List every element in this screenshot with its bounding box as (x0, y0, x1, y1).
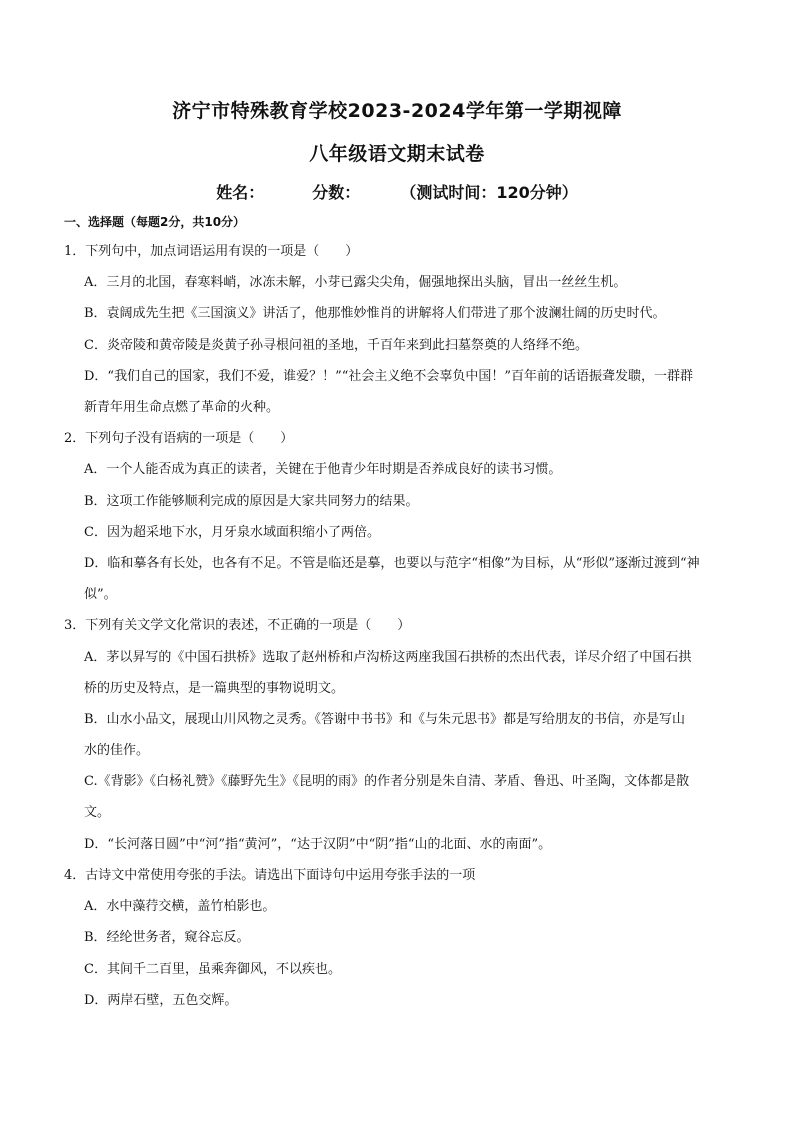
exam-title-line-1: 济宁市特殊教育学校2023-2024学年第一学期视障 (172, 100, 622, 122)
question-4-option-c: C．其间千二百里，虽乘奔御风，不以疾也。 (84, 962, 341, 977)
question-3-option-a-continued: 桥的历史及特点，是一篇典型的事物说明文。 (84, 681, 345, 696)
question-3-option-b-continued: 水的佳作。 (84, 743, 150, 758)
section-heading: 一、选择题（每题2分，共10分） (64, 215, 246, 229)
student-info-line (0, 180, 794, 203)
question-4-option-a: A．水中藻荇交横，盖竹柏影也。 (84, 899, 276, 914)
question-stem-3: 3．下列有关文学文化常识的表述，不正确的一项是（ ） (64, 618, 411, 633)
question-2-option-c: C．因为超采地下水，月牙泉水域面积缩小了两倍。 (84, 525, 380, 540)
question-stem-4: 4．古诗文中常使用夸张的手法。请选出下面诗句中运用夸张手法的一项 (64, 868, 476, 883)
question-1-option-c: C．炎帝陵和黄帝陵是炎黄子孙寻根问祖的圣地，千百年来到此扫墓祭奠的人络绎不绝。 (84, 338, 588, 353)
question-1-option-a: A．三月的北国，春寒料峭，冰冻未解，小芽已露尖尖角，倔强地探出头脑，冒出一丝丝生机。 (84, 275, 627, 290)
exam-title-line-2: 八年级语文期末试卷 (309, 143, 485, 165)
question-3-option-b: B．山水小品文，展现山川风物之灵秀。《答谢中书书》和《与朱元思书》都是写给朋友的书信，亦是写山 (84, 712, 686, 727)
name-label: 姓名： (216, 183, 265, 202)
question-4-option-b: B．经纶世务者，窥谷忘反。 (84, 930, 250, 945)
question-stem-1: 1．下列句中，加点词语运用有误的一项是（ ） (64, 244, 359, 259)
question-3-option-d: D．“长河落日圆”中“河”指“黄河”，“达于汉阴”中“阴”指“山的北面、水的南面”。 (84, 837, 552, 852)
question-2-option-a: A．一个人能否成为真正的读者，关键在于他青少年时期是否养成良好的读书习惯。 (84, 462, 562, 477)
score-label: 分数： (312, 183, 361, 202)
question-2-option-b: B．这项工作能够顺利完成的原因是大家共同努力的结果。 (84, 494, 419, 509)
question-2-option-d: D．临和摹各有长处，也各有不足。不管是临还是摹，也要以与范字“相像”为目标，从“形似”逐渐过渡到“神 (84, 556, 700, 571)
time-note: （测试时间：120分钟） (400, 183, 578, 202)
question-3-option-c: C.《背影》《白杨礼赞》《藤野先生》《昆明的雨》的作者分别是朱自清、茅盾、鲁迅、叶圣陶，文体都是散 (84, 774, 690, 789)
question-1-option-b: B．袁阔成先生把《三国演义》讲活了，他那惟妙惟肖的讲解将人们带进了那个波澜壮阔的历史时代。 (84, 306, 666, 321)
question-4-option-d: D．两岸石壁，五色交辉。 (84, 993, 238, 1008)
question-2-option-d-continued: 似”。 (84, 587, 117, 602)
question-3-option-c-continued: 文。 (84, 805, 111, 820)
question-1-option-d-continued: 新青年用生命点燃了革命的火种。 (84, 400, 280, 415)
question-1-option-d: D．“我们自己的国家，我们不爱，谁爱？！”“社会主义绝不会辜负中国！”百年前的话语振聋发聩，一群群 (84, 369, 694, 384)
question-stem-2: 2．下列句子没有语病的一项是（ ） (64, 431, 294, 446)
question-3-option-a: A．茅以昇写的《中国石拱桥》选取了赵州桥和卢沟桥这两座我国石拱桥的杰出代表，详尽介绍了中国石拱 (84, 650, 692, 665)
